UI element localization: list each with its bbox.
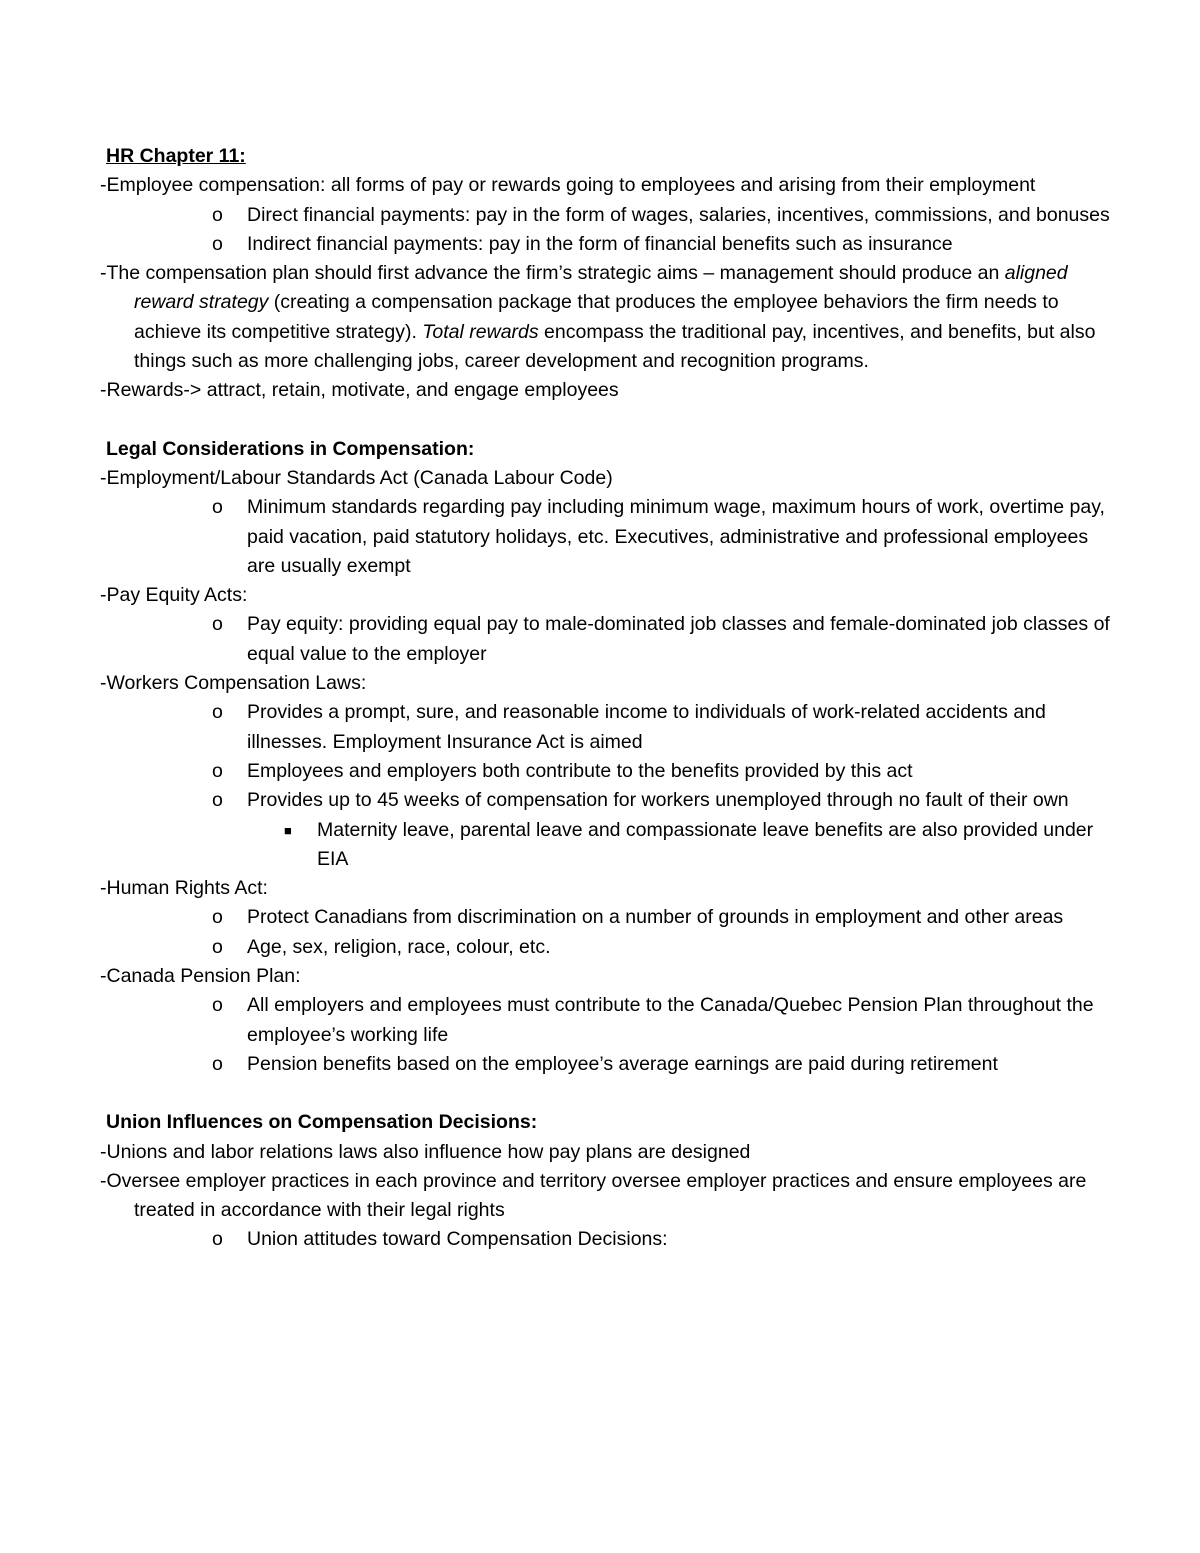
italic-term: Total rewards	[422, 320, 539, 343]
bullet-text: Indirect financial payments: pay in the form of financial benefits such as insurance	[247, 232, 953, 255]
section-heading: Legal Considerations in Compensation:	[106, 437, 475, 460]
document-content	[100, 142, 1110, 1255]
spacer	[100, 406, 1110, 435]
bullet-item	[100, 933, 1110, 962]
circle-bullet-icon: o	[212, 935, 223, 958]
circle-bullet-icon: o	[212, 613, 223, 636]
bullet-item	[100, 991, 1110, 1050]
dash-item: -Unions and labor relations laws also influence how pay plans are designed	[100, 1140, 751, 1163]
circle-bullet-icon: o	[212, 203, 223, 226]
bullet-text: Pay equity: providing equal pay to male-dominated job classes and female-dominated job classes of equal value to the employer	[247, 613, 1110, 665]
text-run: (creating a compensation package that produces the employee behaviors the firm needs to achieve its competitive strategy).	[134, 291, 1059, 343]
section-heading: Union Influences on Compensation Decisions:	[106, 1111, 538, 1134]
bullet-item	[100, 610, 1110, 669]
dash-item: -Workers Compensation Laws:	[100, 672, 367, 695]
bullet-text: Employees and employers both contribute to the benefits provided by this act	[247, 759, 913, 782]
dash-item: -Employee compensation: all forms of pay or rewards going to employees and arising from their employment	[100, 174, 1036, 197]
dash-item	[100, 259, 1110, 376]
bullet-item	[100, 201, 1110, 230]
dash-item: -Human Rights Act:	[100, 877, 268, 900]
dash-item: -Pay Equity Acts:	[100, 584, 248, 607]
bullet-item	[100, 786, 1110, 815]
bullet-item	[100, 493, 1110, 581]
bullet-text: Provides up to 45 weeks of compensation for workers unemployed through no fault of their own	[247, 789, 1069, 812]
bullet-item	[100, 1225, 1110, 1254]
square-bullet-icon: ■	[284, 822, 292, 838]
text-run: -The compensation plan should first advance the firm’s strategic aims – management should produce an	[100, 262, 1005, 285]
circle-bullet-icon: o	[212, 906, 223, 929]
circle-bullet-icon: o	[212, 232, 223, 255]
bullet-text: Direct financial payments: pay in the form of wages, salaries, incentives, commissions, and bonuses	[247, 203, 1110, 226]
circle-bullet-icon: o	[212, 1228, 223, 1251]
dash-item: -Employment/Labour Standards Act (Canada Labour Code)	[100, 466, 613, 489]
bullet-text: Minimum standards regarding pay including minimum wage, maximum hours of work, overtime pay, paid vacation, paid statutory holidays, etc. Executives, administrative and professional employees are usually exempt	[247, 496, 1105, 577]
text-run: encompass the traditional pay, incentives, and benefits, but also things such as more challenging jobs, career development and recognition programs.	[134, 320, 1096, 373]
bullet-text: Pension benefits based on the employee’s average earnings are paid during retirement	[247, 1052, 998, 1075]
circle-bullet-icon: o	[212, 759, 223, 782]
bullet-item	[100, 1050, 1110, 1079]
bullet-text: Provides a prompt, sure, and reasonable income to individuals of work-related accidents and illnesses. Employment Insurance Act is aimed	[247, 701, 1046, 753]
bullet-item	[100, 903, 1110, 932]
circle-bullet-icon: o	[212, 994, 223, 1017]
circle-bullet-icon: o	[212, 496, 223, 519]
bullet-item	[100, 698, 1110, 757]
bullet-text: All employers and employees must contribute to the Canada/Quebec Pension Plan throughout the employee’s working life	[247, 994, 1094, 1046]
bullet-item	[100, 230, 1110, 259]
dash-item: -Oversee employer practices in each province and territory oversee employer practices and ensure employees are treated in accordance with their legal rights	[100, 1169, 1087, 1222]
circle-bullet-icon: o	[212, 701, 223, 724]
dash-item: -Rewards-> attract, retain, motivate, and engage employees	[100, 379, 619, 402]
bullet-text: Union attitudes toward Compensation Decisions:	[247, 1228, 668, 1251]
bullet-text: Protect Canadians from discrimination on a number of grounds in employment and other areas	[247, 906, 1064, 929]
italic-term: aligned reward strategy	[134, 262, 1068, 314]
circle-bullet-icon: o	[212, 1052, 223, 1075]
circle-bullet-icon: o	[212, 789, 223, 812]
sub-bullet-item	[100, 816, 1110, 875]
page-title: HR Chapter 11:	[106, 145, 246, 167]
bullet-item	[100, 757, 1110, 786]
spacer	[100, 1079, 1110, 1108]
dash-item: -Canada Pension Plan:	[100, 965, 301, 988]
sub-bullet-text: Maternity leave, parental leave and compassionate leave benefits are also provided under EIA	[317, 818, 1094, 870]
bullet-text: Age, sex, religion, race, colour, etc.	[247, 935, 551, 958]
